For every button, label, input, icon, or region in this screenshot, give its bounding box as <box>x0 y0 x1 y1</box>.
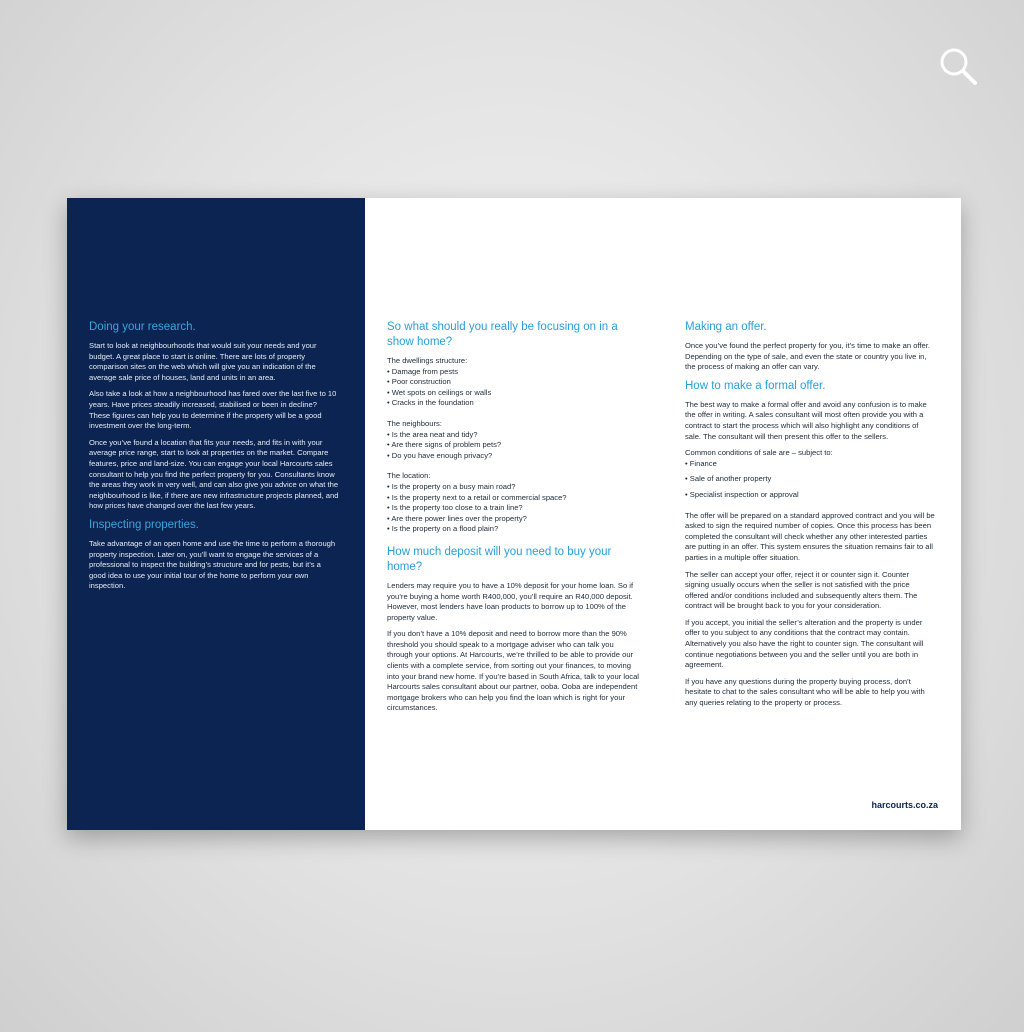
list-item: • Are there signs of problem pets? <box>387 440 639 451</box>
heading-formal-offer: How to make a formal offer. <box>685 379 826 392</box>
column-making-offer <box>685 320 935 715</box>
heading-inspecting-properties: Inspecting properties. <box>89 518 199 531</box>
list-neighbours <box>387 430 639 462</box>
list-item: • Is the property on a flood plain? <box>387 524 639 535</box>
heading-making-offer: Making an offer. <box>685 321 767 333</box>
list-label-structure: The dwellings structure: <box>387 356 468 365</box>
heading-doing-research: Doing your research. <box>89 321 196 333</box>
zoom-button[interactable] <box>938 46 978 86</box>
heading-deposit: How much deposit will you need to buy your home? <box>387 545 612 573</box>
list-item: • Finance <box>685 459 935 470</box>
list-item: • Specialist inspection or approval <box>685 490 935 501</box>
list-location <box>387 482 639 535</box>
paragraph: If you have any questions during the property buying process, don’t hesitate to chat to the sales consultant who will be able to help you with any queries relating to the property or process. <box>685 676 925 708</box>
paragraph: If you don’t have a 10% deposit and need to borrow more than the 90% threshold you should speak to a mortgage adviser who can talk you through your options. At Harcourts, we’re thrilled to be able to provide our clients with a complete service, from sorting out your finances, to moving into your brand new home. If you’re based in South Africa, talk to your local Harcourts sales consultant about our partner, ooba. Ooba are independent mortgage brokers who can help you find the loan which is right for your circumstances. <box>387 629 639 713</box>
list-item: • Damage from pests <box>387 367 639 378</box>
paragraph: If you accept, you initial the seller’s alteration and the property is under offer to you subject to any conditions that the contract may contain. Alternatively you also have the right to counter sign. The consultant will continue negotiations between you and the seller until you are both in agreement. <box>685 617 924 670</box>
column-research <box>89 320 339 598</box>
list-conditions <box>685 459 935 501</box>
paragraph: Also take a look at how a neighbourhood has fared over the last five to 10 years. Have prices steadily increased, stabilised or been in decline? These figures can help you to determine if the property will be a good investment over the long-term. <box>89 389 337 431</box>
list-label-conditions: Common conditions of sale are – subject to: <box>685 448 833 458</box>
column-show-home <box>387 320 639 720</box>
list-item: • Do you have enough privacy? <box>387 451 639 462</box>
paragraph: The best way to make a formal offer and avoid any confusion is to make the offer in writing. A sales consultant will most often provide you with a contract to start the process which will also highlight any conditions of sale. The consultant will then present this offer to the sellers. <box>685 399 927 441</box>
list-item: • Is the property next to a retail or commercial space? <box>387 493 639 504</box>
list-item: • Is the property on a busy main road? <box>387 482 639 493</box>
paragraph: Once you’ve found the perfect property for you, it’s time to make an offer. Depending on the type of sale, and even the state or country you live in, the process of making an offer can vary. <box>685 341 930 372</box>
list-item: • Cracks in the foundation <box>387 398 639 409</box>
list-item: • Are there power lines over the property? <box>387 514 639 525</box>
list-item: • Poor construction <box>387 377 639 388</box>
list-label-neighbours: The neighbours: <box>387 418 442 428</box>
list-item: • Is the area neat and tidy? <box>387 430 639 441</box>
paragraph: Take advantage of an open home and use the time to perform a thorough property inspection. Later on, you’ll want to engage the services of a professional to inspect the building’s structure and for pests, but it’s a good idea to use your initial tour of the home to perform your own inspection. <box>89 538 336 591</box>
paragraph: The seller can accept your offer, reject it or counter sign it. Counter signing usually occurs when the seller is not satisfied with the price offered and/or conditions included and subsequently alters them. The contract will be brought back to you for your consideration. <box>685 569 918 611</box>
paragraph: Start to look at neighbourhoods that would suit your needs and your budget. A great place to start is online. There are lots of property comparison sites on the web which will give you an indication of the average sale price of houses, land and units in an area. <box>89 341 317 382</box>
magnifier-icon <box>938 46 978 86</box>
list-item: • Sale of another property <box>685 474 935 485</box>
brochure-spread <box>67 198 961 830</box>
list-label-location: The location: <box>387 471 431 481</box>
paragraph: Lenders may require you to have a 10% deposit for your home loan. So if you’re buying a home worth R400,000, you’ll require an R40,000 deposit. However, most lenders have loan products to borrow up to 100% of the property value. <box>387 580 634 622</box>
list-structure <box>387 367 639 409</box>
paragraph: Once you’ve found a location that fits your needs, and fits in with your average price range, start to look at properties on the market. Compare features, price and land-size. You can engage your local Harcourts sales consultant to help you find the perfect property for you. Consultants know the areas they work in very well, and can also give you advice on what the neighbourhood is like, if there are new infrastructure projects planned, and how prices have changed over the last few years. <box>89 437 339 511</box>
paragraph: The offer will be prepared on a standard approved contract and you will be asked to sign the required number of copies. Once this process has been completed the consultant will check whether any other interested parties are putting in an offer. This system ensures the situation remains fair to all parties in a multiple offer situation. <box>685 510 935 562</box>
list-item: • Is the property too close to a train line? <box>387 503 639 514</box>
website-url: harcourts.co.za <box>871 800 938 810</box>
heading-show-home-focus: So what should you really be focusing on in a show home? <box>387 321 618 348</box>
list-item: • Wet spots on ceilings or walls <box>387 388 639 399</box>
